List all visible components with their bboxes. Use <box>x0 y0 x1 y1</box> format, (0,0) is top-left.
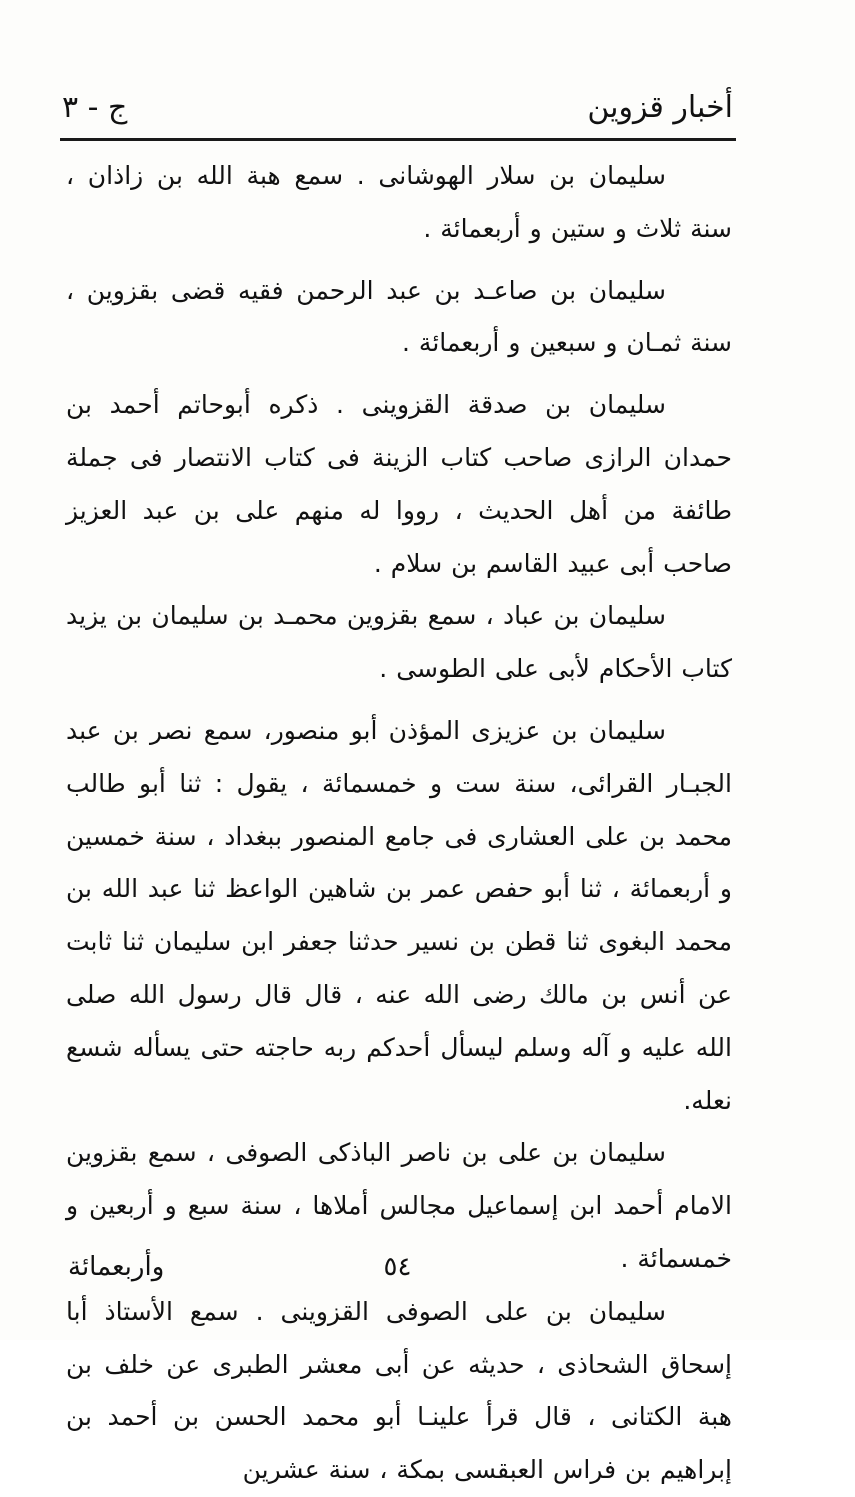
book-title: أخبار قزوين <box>587 90 733 125</box>
entry-paragraph: سليمان بن سلار الهوشانى . سمع هبة الله بن زاذان ، سنة ثلاث و ستين و أربعمائة . <box>66 161 732 243</box>
entry-paragraph: سليمان بن صدقة القزوينى . ذكره أبوحاتم أحمد بن حمدان الرازى صاحب كتاب الزينة فى كتاب الانتصار فى جملة طائفة من أهل الحديث ، رووا له منهم على بن عبد العزيز صاحب أبى عبيد القاسم بن سلام . <box>66 390 732 578</box>
page-number: ٥٤ <box>383 1252 412 1282</box>
entry-paragraph: سليمان بن على بن ناصر الباذكى الصوفى ، سمع بقزوين الامام أحمد ابن إسماعيل مجالس أملاها ، سنة سبع و أربعين و خمسمائة . <box>66 1138 732 1273</box>
entry-paragraph: سليمان بن عباد ، سمع بقزوين محمـد بن سليمان بن يزيد كتاب الأحكام لأبى على الطوسى . <box>66 601 732 684</box>
page-body <box>66 150 732 1497</box>
volume-number: ج - ٣ <box>62 90 128 125</box>
header-divider <box>60 138 736 141</box>
running-header <box>62 84 733 132</box>
entry-paragraph: سليمان بن صاعـد بن عبد الرحمن فقيه قضى بقزوين ، سنة ثمـان و سبعين و أربعمائة . <box>66 275 732 358</box>
entry-paragraph: سليمان بن عزيزى المؤذن أبو منصور، سمع نصر بن عبد الجبـار القرائى، سنة ست و خمسمائة ، يقول : ثنا أبو طالب محمد بن على العشارى فى جامع المنصور ببغداد ، سنة خمسين و أربعمائة ، ثنا أبو حفص عمر بن شاهين الواعظ ثنا عبد الله بن محمد البغوى ثنا قطن بن نسير حدثنا جعفر ابن سليمان ثنا ثابت عن أنس بن مالك رضى الله عنه ، قال قال رسول الله صلى الله عليه و آله وسلم ليسأل أحدكم ربه حاجته حتى يسأله شسع نعله. <box>66 715 732 1115</box>
entry-paragraph: سليمان بن على الصوفى القزوينى . سمع الأستاذ أبا إسحاق الشحاذى ، حديثه عن أبى معشر الطبرى عن خلف بن هبة الكتانى ، قال قرأ علينـا أبو محمد الحسن بن أحمد بن إبراهيم بن فراس العبقسى بمكة ، سنة عشرين <box>66 1296 732 1485</box>
page-footer <box>62 1246 733 1286</box>
catchword: وأربعمائة <box>68 1252 165 1282</box>
